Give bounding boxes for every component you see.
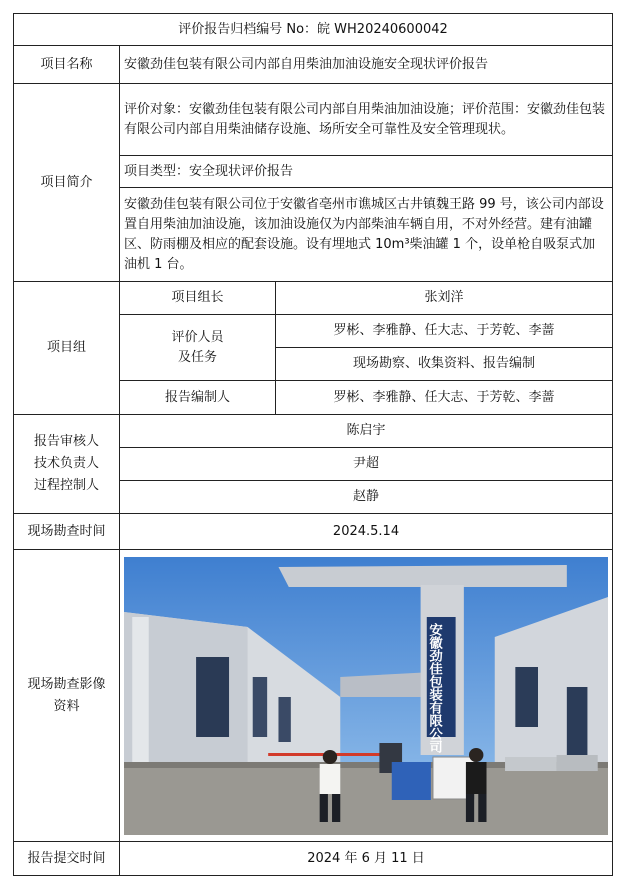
project-intro-label: 项目简介 xyxy=(14,84,120,282)
project-type: 项目类型：安全现状评价报告 xyxy=(120,156,613,188)
tech-lead-value: 尹超 xyxy=(120,448,613,481)
reviewers-label: 报告审核人 技术负责人 过程控制人 xyxy=(14,415,120,514)
compilers-value: 罗彬、李雅静、任大志、于芳乾、李蔷 xyxy=(276,381,613,415)
project-group-label: 项目组 xyxy=(14,282,120,415)
gate-sign-text: 安徽劲佳包装有限公司 xyxy=(426,622,442,753)
leader-value: 张刘洋 xyxy=(276,282,613,315)
evaluator-tasks: 现场勘察、收集资料、报告编制 xyxy=(276,348,613,381)
site-photo xyxy=(124,557,608,835)
survey-time-value: 2024.5.14 xyxy=(120,514,613,550)
compilers-label: 报告编制人 xyxy=(120,381,276,415)
evaluation-info-table xyxy=(13,13,613,876)
survey-time-label: 现场勘查时间 xyxy=(14,514,120,550)
project-description: 安徽劲佳包装有限公司位于安徽省亳州市谯城区古井镇魏王路 99 号，该公司内部设置自用柴油加油设施，该加油设施仅为内部柴油车辆自用，不对外经营。建有油罐区、防雨棚及相应的配套设施。设有埋地式 10m³柴油罐 1 个，设单枪自吸泵式加油机 1 台。 xyxy=(120,188,613,282)
project-name-label: 项目名称 xyxy=(14,46,120,84)
reviewer-value: 陈启宇 xyxy=(120,415,613,448)
leader-label: 项目组长 xyxy=(120,282,276,315)
survey-photo-label: 现场勘查影像 资料 xyxy=(14,550,120,842)
submit-time-value: 2024 年 6 月 11 日 xyxy=(120,842,613,876)
survey-photo-cell xyxy=(120,550,613,842)
project-scope: 评价对象：安徽劲佳包装有限公司内部自用柴油加油设施；评价范围：安徽劲佳包装有限公司内部自用柴油储存设施、场所安全可靠性及安全管理现状。 xyxy=(120,84,613,156)
submit-time-label: 报告提交时间 xyxy=(14,842,120,876)
evaluators-label: 评价人员 及任务 xyxy=(120,315,276,381)
process-controller-value: 赵静 xyxy=(120,481,613,514)
evaluators-value: 罗彬、李雅静、任大志、于芳乾、李蔷 xyxy=(276,315,613,348)
archive-number: 评价报告归档编号 No：皖 WH20240600042 xyxy=(14,14,613,46)
project-name-value: 安徽劲佳包装有限公司内部自用柴油加油设施安全现状评价报告 xyxy=(120,46,613,84)
